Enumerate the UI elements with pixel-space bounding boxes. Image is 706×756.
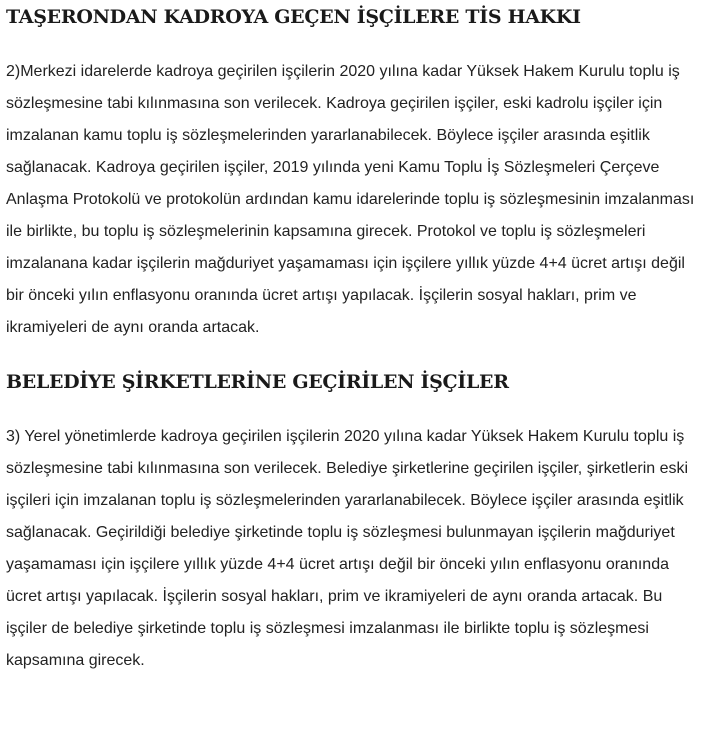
section-heading-tis-hakki: TAŞERONDAN KADROYA GEÇEN İŞÇİLERE TİS HAKKI <box>6 6 581 28</box>
article-body <box>6 0 700 677</box>
article-paragraph: 3) Yerel yönetimlerde kadroya geçirilen işçilerin 2020 yılına kadar Yüksek Hakem Kurulu toplu iş sözleşmesine tabi kılınmasına son verilecek. Belediye şirketlerine geçirilen işçiler, şirketlerin eski işçileri için imzalanan toplu iş sözleşmelerinden yararlanabilecek. Böylece işçiler arasında eşitlik sağlanacak. Geçirildiği belediye şirketinde toplu iş sözleşmesi bulunmayan işçilerin mağduriyet yaşamaması için işçilere yıllık yüzde 4+4 ücret artışı değil bir önceki yılın enflasyonu oranında ücret artışı yapılacak. İşçilerin sosyal hakları, prim ve ikramiyeleri de aynı oranda artacak. Bu işçiler de belediye şirketinde toplu iş sözleşmesi imzalanması ile birlikte toplu iş sözleşmesi kapsamına girecek. <box>6 428 689 669</box>
article-paragraph: 2)Merkezi idarelerde kadroya geçirilen işçilerin 2020 yılına kadar Yüksek Hakem Kurulu toplu iş sözleşmesine tabi kılınmasına son verilecek. Kadroya geçirilen işçiler, eski kadrolu işçiler için imzalanan kamu toplu iş sözleşmelerinden yararlanabilecek. Böylece işçiler arasında eşitlik sağlanacak. Kadroya geçirilen işçiler, 2019 yılında yeni Kamu Toplu İş Sözleşmeleri Çerçeve Anlaşma Protokolü ve protokolün ardından kamu idarelerinde toplu iş sözleşmesinin imzalanması ile birlikte, bu toplu iş sözleşmelerinin kapsamına girecek. Protokol ve toplu iş sözleşmeleri imzalanana kadar işçilerin mağduriyet yaşamaması için işçilere yıllık yüzde 4+4 ücret artışı değil bir önceki yılın enflasyonu oranında ücret artışı yapılacak. İşçilerin sosyal hakları, prim ve ikramiyeleri de aynı oranda artacak. <box>6 63 695 336</box>
section-heading-belediye-sirketleri: BELEDİYE ŞİRKETLERİNE GEÇİRİLEN İŞÇİLER <box>6 371 509 393</box>
